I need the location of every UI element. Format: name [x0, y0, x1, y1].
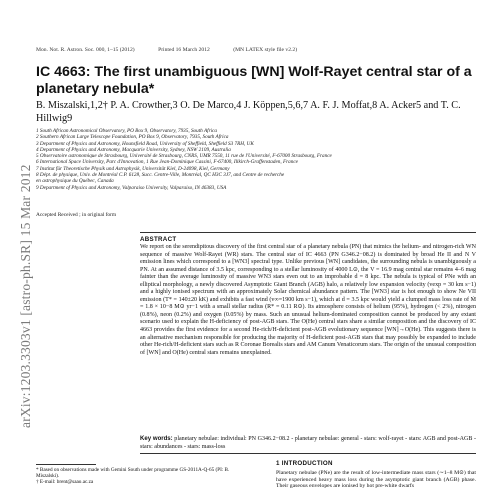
affiliation: 1 South African Astronomical Observatory, PO Box 9, Observatory, 7935, South Africa [36, 128, 217, 134]
affiliation: 2 Southern African Large Telescope Foundation, PO Box 9, Observatory, 7935, South Africa [36, 134, 229, 141]
introduction-text: Planetary nebulae (PNe) are the result of low-intermediate mass stars (∼1–8 M⊙) that have experienced heavy mass loss during the asymptotic giant branch (AGB) phase. Their gaseous envelopes are ionised by hot pre-white dwarfs [276, 470, 476, 490]
affiliation: en astrophysique du Québec, Canada [36, 178, 114, 185]
abstract-heading: ABSTRACT [140, 236, 177, 243]
keywords-label: Key words: [140, 436, 173, 442]
footnote-email: † E-mail: brent@saao.ac.za [36, 479, 94, 486]
abstract-section [140, 232, 476, 357]
paper-title: IC 4663: The first unambiguous [WN] Wolf-Rayet central star of a planetary nebula* [36, 64, 472, 97]
printed-date: Printed 16 March 2012 [158, 47, 210, 53]
journal-citation: Mon. Not. R. Astron. Soc. 000, 1–15 (2012) [36, 47, 135, 53]
accepted-line: Accepted Received ; in original form [36, 212, 117, 218]
arxiv-sidebar-stamp [2, 164, 33, 430]
affiliation: 8 Dépt. de physique, Univ. de Montréal C.P. 6128, Succ. Centre-Ville, Montréal, QC H3C 3J7, and Centre de recherche [36, 172, 285, 179]
footnotes [36, 467, 236, 486]
footnote-divider [36, 464, 96, 465]
affiliation: 9 Department of Physics and Astronomy, Valparaiso University, Valparaiso, IN 46383, USA [36, 184, 227, 191]
running-header [36, 47, 476, 53]
footnote: * Based on observations made with Gemini South under programme GS-2011A-Q-65 (PI: B. Miszalski). [36, 467, 230, 480]
arxiv-id: arXiv:1203.3303v1 [astro-ph.SR] 15 Mar 2012 [18, 164, 33, 428]
style-note: (MN LATEX style file v2.2) [233, 47, 298, 53]
introduction-heading: 1 INTRODUCTION [276, 460, 333, 467]
affiliation: 3 Department of Physics and Astronomy, Hounsfield Road, University of Sheffield, Sheffield S3 7RH, UK [36, 140, 254, 147]
affiliation: 5 Observatoire astronomique de Strasbourg, Université de Strasbourg, CNRS, UMR 7550, 11 rue de l'Université, F-67000 Strasbourg, France [36, 153, 332, 160]
keywords-text: planetary nebulae: individual: PN G346.2−08.2 - planetary nebulae: general - stars: wolf-rayet - stars: AGB and post-AGB - stars: abundances - stars: mass-loss [140, 436, 476, 450]
affiliation: 6 International Space University, Parc d'Innovation, 1 Rue Jean-Dominique Cassini, F-67400, Illkirch-Graffenstaden, France [36, 159, 298, 166]
affiliation-list [36, 128, 476, 191]
keywords-section [140, 436, 476, 454]
affiliation: 7 Institut für Theoretische Physik und Astrophysik, Universität Kiel, D-24098, Kiel, Germany [36, 165, 230, 172]
abstract-text: We report on the serendipitous discovery of the first central star of a planetary nebula (PN) that mimics the helium- and nitrogen-rich WN sequence of massive Wolf-Rayet (WR) stars. The central star of IC 4663 (PN G346.2−08.2) is dominated by broad He II and N V emission lines which correspond to a [WN3] spectral type. Unlike previous [WN] candidates, the surrounding nebula is unambiguously a PN. At an assumed distance of 3.5 kpc, corresponding to a stellar luminosity of 4000 L⊙, the V = 16.9 mag central star remains 4–6 mag fainter than the average luminosity of massive WN3 stars even out to an improbable d = 8 kpc. The nebula is typical of PNe with an elliptical morphology, a newly discovered Asymptotic Giant Branch (AGB) halo, a relatively low expansion velocity (vexp = 30 km s−1) and a highly ionised spectrum with an approximately Solar chemical abundance pattern. The [WN3] star is hot enough to show Ne VII emission (T* = 140±20 kK) and exhibits a fast wind (v∞=1900 km s−1), which at d = 3.5 kpc would yield a clumped mass loss rate of Ṁ = 1.8 × 10−8 M⊙ yr−1 with a small stellar radius (R* = 0.11 R⊙). Its atmosphere consists of helium (95%), hydrogen (< 2%), nitrogen (0.8%), neon (0.2%) and oxygen (0.05%) by mass. Such an unusual helium-dominated composition cannot be produced by any extant scenario used to explain the H-deficiency of post-AGB stars. The O(He) central stars share a similar composition and the discovery of IC 4663 provides the first evidence for a second He-rich/H-deficient post-AGB evolutionary sequence [WN]→O(He). This suggests there is an alternative mechanism responsible for producing the majority of H-deficient post-AGB stars that may possibly be expanded to include other He-rich/H-deficient stars such as R Coronae Borealis stars and AM Canum Venaticorum stars. The origin of the unusual composition of [WN] and O(He) central stars remains unexplained. [140, 244, 476, 356]
affiliation: 4 Department of Physics and Astronomy, Macquarie University, Sydney, NSW 2109, Australia [36, 146, 231, 153]
author-list: B. Miszalski,1,2† P. A. Crowther,3 O. De Marco,4 J. Köppen,5,6,7 A. F. J. Moffat,8 A. Acker5 and T. C. Hillwig9 [36, 100, 461, 124]
